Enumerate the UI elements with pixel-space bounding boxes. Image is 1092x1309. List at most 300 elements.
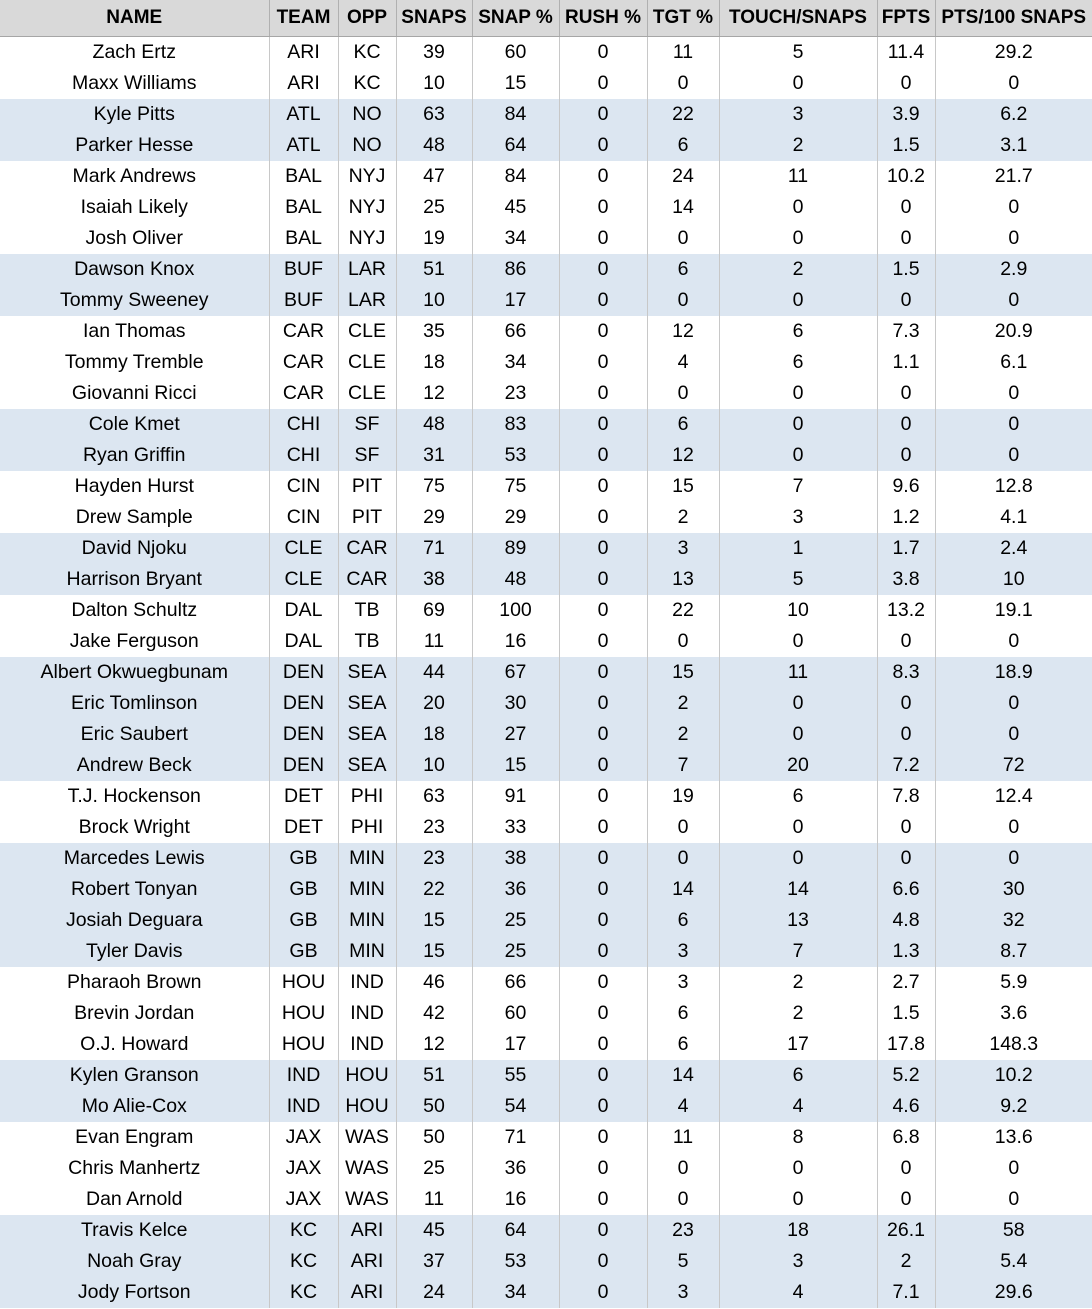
cell-name[interactable]: Jody Fortson (0, 1277, 269, 1308)
cell-name[interactable]: Harrison Bryant (0, 564, 269, 595)
cell-opp[interactable]: NYJ (338, 223, 396, 254)
cell-tgt-pct[interactable]: 15 (647, 657, 719, 688)
cell-snap-pct[interactable]: 64 (472, 130, 559, 161)
cell-rush-pct[interactable]: 0 (559, 130, 647, 161)
cell-team[interactable]: CIN (269, 471, 338, 502)
cell-name[interactable]: Robert Tonyan (0, 874, 269, 905)
cell-touch-snaps[interactable]: 6 (719, 781, 877, 812)
cell-rush-pct[interactable]: 0 (559, 657, 647, 688)
cell-pts-per-100-snaps[interactable]: 29.6 (935, 1277, 1092, 1308)
cell-fpts[interactable]: 0 (877, 223, 935, 254)
cell-snaps[interactable]: 48 (396, 409, 472, 440)
cell-fpts[interactable]: 1.3 (877, 936, 935, 967)
cell-pts-per-100-snaps[interactable]: 0 (935, 223, 1092, 254)
cell-fpts[interactable]: 0 (877, 719, 935, 750)
cell-team[interactable]: DEN (269, 750, 338, 781)
cell-opp[interactable]: PHI (338, 812, 396, 843)
cell-tgt-pct[interactable]: 4 (647, 1091, 719, 1122)
cell-name[interactable]: Tommy Sweeney (0, 285, 269, 316)
cell-tgt-pct[interactable]: 6 (647, 1029, 719, 1060)
cell-pts-per-100-snaps[interactable]: 3.6 (935, 998, 1092, 1029)
cell-opp[interactable]: TB (338, 595, 396, 626)
cell-snaps[interactable]: 15 (396, 936, 472, 967)
cell-team[interactable]: HOU (269, 967, 338, 998)
cell-fpts[interactable]: 11.4 (877, 37, 935, 69)
cell-snaps[interactable]: 22 (396, 874, 472, 905)
cell-rush-pct[interactable]: 0 (559, 750, 647, 781)
cell-name[interactable]: Travis Kelce (0, 1215, 269, 1246)
cell-opp[interactable]: TB (338, 626, 396, 657)
cell-snap-pct[interactable]: 38 (472, 843, 559, 874)
cell-opp[interactable]: CAR (338, 533, 396, 564)
cell-rush-pct[interactable]: 0 (559, 99, 647, 130)
cell-rush-pct[interactable]: 0 (559, 626, 647, 657)
cell-snap-pct[interactable]: 15 (472, 750, 559, 781)
cell-fpts[interactable]: 0 (877, 1184, 935, 1215)
cell-touch-snaps[interactable]: 0 (719, 812, 877, 843)
cell-team[interactable]: DEN (269, 657, 338, 688)
cell-opp[interactable]: NO (338, 130, 396, 161)
cell-name[interactable]: Eric Saubert (0, 719, 269, 750)
cell-tgt-pct[interactable]: 12 (647, 440, 719, 471)
cell-fpts[interactable]: 6.6 (877, 874, 935, 905)
cell-opp[interactable]: KC (338, 37, 396, 69)
cell-snap-pct[interactable]: 89 (472, 533, 559, 564)
cell-tgt-pct[interactable]: 14 (647, 192, 719, 223)
cell-pts-per-100-snaps[interactable]: 0 (935, 1153, 1092, 1184)
cell-fpts[interactable]: 7.1 (877, 1277, 935, 1308)
cell-tgt-pct[interactable]: 2 (647, 688, 719, 719)
cell-team[interactable]: IND (269, 1060, 338, 1091)
cell-opp[interactable]: MIN (338, 843, 396, 874)
cell-snap-pct[interactable]: 16 (472, 626, 559, 657)
cell-tgt-pct[interactable]: 15 (647, 471, 719, 502)
cell-rush-pct[interactable]: 0 (559, 471, 647, 502)
cell-snap-pct[interactable]: 60 (472, 998, 559, 1029)
cell-team[interactable]: GB (269, 874, 338, 905)
cell-rush-pct[interactable]: 0 (559, 1091, 647, 1122)
cell-name[interactable]: Pharaoh Brown (67, 971, 202, 993)
cell-tgt-pct[interactable]: 0 (647, 843, 719, 874)
cell-opp[interactable]: PHI (338, 781, 396, 812)
cell-fpts[interactable]: 0 (877, 192, 935, 223)
cell-fpts[interactable]: 13.2 (877, 595, 935, 626)
cell-tgt-pct[interactable]: 4 (647, 347, 719, 378)
cell-fpts[interactable]: 0 (877, 688, 935, 719)
cell-name[interactable]: Albert Okwuegbunam (0, 657, 269, 688)
cell-fpts[interactable]: 8.3 (877, 657, 935, 688)
cell-touch-snaps[interactable]: 17 (719, 1029, 877, 1060)
cell-rush-pct[interactable]: 0 (559, 905, 647, 936)
cell-tgt-pct[interactable]: 22 (647, 595, 719, 626)
cell-snap-pct[interactable]: 91 (472, 781, 559, 812)
cell-pts-per-100-snaps[interactable]: 5.9 (935, 967, 1092, 998)
cell-touch-snaps[interactable]: 2 (719, 130, 877, 161)
column-header-name[interactable]: NAME (0, 0, 269, 37)
cell-opp[interactable]: HOU (338, 1091, 396, 1122)
cell-team[interactable]: BUF (269, 254, 338, 285)
cell-touch-snaps[interactable]: 14 (719, 874, 877, 905)
cell-team[interactable]: DEN (269, 688, 338, 719)
cell-touch-snaps[interactable]: 0 (719, 192, 877, 223)
cell-rush-pct[interactable]: 0 (559, 68, 647, 99)
cell-pts-per-100-snaps[interactable]: 58 (935, 1215, 1092, 1246)
cell-snaps[interactable]: 19 (396, 223, 472, 254)
cell-touch-snaps[interactable]: 10 (719, 595, 877, 626)
cell-opp[interactable]: PIT (338, 502, 396, 533)
cell-rush-pct[interactable]: 0 (559, 781, 647, 812)
cell-rush-pct[interactable]: 0 (559, 688, 647, 719)
cell-rush-pct[interactable]: 0 (559, 1246, 647, 1277)
cell-snap-pct[interactable]: 100 (472, 595, 559, 626)
cell-pts-per-100-snaps[interactable]: 2.4 (935, 533, 1092, 564)
cell-touch-snaps[interactable]: 11 (719, 161, 877, 192)
cell-fpts[interactable]: 7.3 (877, 316, 935, 347)
cell-opp[interactable]: HOU (338, 1060, 396, 1091)
cell-pts-per-100-snaps[interactable]: 32 (935, 905, 1092, 936)
cell-tgt-pct[interactable]: 6 (647, 254, 719, 285)
cell-fpts[interactable]: 0 (877, 626, 935, 657)
cell-tgt-pct[interactable]: 0 (647, 626, 719, 657)
cell-snaps[interactable]: 75 (396, 471, 472, 502)
cell-touch-snaps[interactable]: 3 (719, 502, 877, 533)
cell-tgt-pct[interactable]: 3 (647, 936, 719, 967)
cell-pts-per-100-snaps[interactable]: 19.1 (935, 595, 1092, 626)
cell-tgt-pct[interactable]: 2 (647, 719, 719, 750)
cell-rush-pct[interactable]: 0 (559, 533, 647, 564)
cell-tgt-pct[interactable]: 5 (647, 1246, 719, 1277)
cell-team[interactable]: KC (269, 1246, 338, 1277)
cell-tgt-pct[interactable]: 3 (647, 967, 719, 998)
cell-team[interactable]: CIN (269, 502, 338, 533)
cell-snaps[interactable]: 29 (396, 502, 472, 533)
cell-snap-pct[interactable]: 36 (472, 1153, 559, 1184)
cell-snaps[interactable]: 39 (396, 37, 472, 69)
cell-snaps[interactable]: 25 (396, 1153, 472, 1184)
cell-opp[interactable]: WAS (338, 1122, 396, 1153)
cell-snap-pct[interactable]: 53 (472, 440, 559, 471)
cell-snap-pct[interactable]: 67 (472, 657, 559, 688)
cell-touch-snaps[interactable]: 0 (719, 1153, 877, 1184)
cell-fpts[interactable]: 0 (877, 409, 935, 440)
cell-opp[interactable]: CLE (338, 347, 396, 378)
cell-team[interactable]: HOU (269, 1029, 338, 1060)
cell-pts-per-100-snaps[interactable]: 0 (935, 626, 1092, 657)
cell-snaps[interactable]: 48 (396, 130, 472, 161)
cell-team[interactable]: JAX (269, 1153, 338, 1184)
cell-tgt-pct[interactable]: 0 (647, 812, 719, 843)
cell-fpts[interactable]: 1.1 (877, 347, 935, 378)
cell-team[interactable]: BAL (269, 161, 338, 192)
cell-tgt-pct[interactable]: 6 (647, 130, 719, 161)
cell-name[interactable]: Kyle Pitts (0, 99, 269, 130)
cell-rush-pct[interactable]: 0 (559, 502, 647, 533)
cell-rush-pct[interactable]: 0 (559, 378, 647, 409)
cell-pts-per-100-snaps[interactable]: 18.9 (935, 657, 1092, 688)
cell-fpts[interactable]: 1.7 (877, 533, 935, 564)
cell-pts-per-100-snaps[interactable]: 8.7 (935, 936, 1092, 967)
cell-rush-pct[interactable]: 0 (559, 440, 647, 471)
cell-team[interactable]: ATL (269, 130, 338, 161)
cell-opp[interactable]: PIT (338, 471, 396, 502)
cell-snaps[interactable]: 18 (396, 347, 472, 378)
cell-fpts[interactable]: 2.7 (877, 967, 935, 998)
cell-snap-pct[interactable]: 29 (472, 502, 559, 533)
cell-snaps[interactable]: 37 (396, 1246, 472, 1277)
cell-snaps[interactable]: 25 (396, 192, 472, 223)
cell-pts-per-100-snaps[interactable]: 21.7 (935, 161, 1092, 192)
cell-team[interactable]: DEN (269, 719, 338, 750)
cell-touch-snaps[interactable]: 0 (719, 719, 877, 750)
cell-name[interactable]: Dalton Schultz (71, 599, 198, 621)
cell-fpts[interactable]: 3.8 (877, 564, 935, 595)
cell-tgt-pct[interactable]: 24 (647, 161, 719, 192)
cell-rush-pct[interactable]: 0 (559, 967, 647, 998)
cell-team[interactable]: BAL (269, 223, 338, 254)
cell-opp[interactable]: MIN (338, 874, 396, 905)
cell-snap-pct[interactable]: 75 (472, 471, 559, 502)
cell-name[interactable]: T.J. Hockenson (67, 785, 201, 807)
cell-snaps[interactable]: 45 (396, 1215, 472, 1246)
cell-touch-snaps[interactable]: 5 (719, 37, 877, 69)
cell-touch-snaps[interactable]: 2 (719, 254, 877, 285)
cell-rush-pct[interactable]: 0 (559, 37, 647, 69)
cell-name[interactable]: Mark Andrews (72, 165, 197, 187)
cell-pts-per-100-snaps[interactable]: 0 (935, 1184, 1092, 1215)
cell-touch-snaps[interactable]: 0 (719, 378, 877, 409)
cell-fpts[interactable]: 1.5 (877, 998, 935, 1029)
cell-snaps[interactable]: 38 (396, 564, 472, 595)
cell-name[interactable]: Brock Wright (78, 816, 190, 838)
cell-fpts[interactable]: 9.6 (877, 471, 935, 502)
cell-opp[interactable]: LAR (338, 285, 396, 316)
cell-rush-pct[interactable]: 0 (559, 1122, 647, 1153)
cell-team[interactable]: CAR (269, 378, 338, 409)
cell-opp[interactable]: IND (338, 998, 396, 1029)
cell-tgt-pct[interactable]: 0 (647, 1184, 719, 1215)
cell-team[interactable]: CAR (269, 347, 338, 378)
cell-team[interactable]: BAL (269, 192, 338, 223)
cell-fpts[interactable]: 7.8 (877, 781, 935, 812)
cell-rush-pct[interactable]: 0 (559, 285, 647, 316)
cell-touch-snaps[interactable]: 0 (719, 409, 877, 440)
cell-pts-per-100-snaps[interactable]: 0 (935, 68, 1092, 99)
cell-opp[interactable]: SF (338, 440, 396, 471)
column-header-snaps[interactable]: SNAPS (396, 0, 472, 37)
cell-fpts[interactable]: 0 (877, 68, 935, 99)
cell-opp[interactable]: ARI (338, 1215, 396, 1246)
cell-rush-pct[interactable]: 0 (559, 409, 647, 440)
cell-opp[interactable]: WAS (338, 1153, 396, 1184)
cell-fpts[interactable]: 6.8 (877, 1122, 935, 1153)
cell-tgt-pct[interactable]: 14 (647, 1060, 719, 1091)
cell-name[interactable]: Brevin Jordan (74, 1002, 195, 1024)
cell-touch-snaps[interactable]: 7 (719, 936, 877, 967)
cell-opp[interactable]: ARI (338, 1277, 396, 1308)
cell-rush-pct[interactable]: 0 (559, 1029, 647, 1060)
cell-snaps[interactable]: 10 (396, 68, 472, 99)
cell-pts-per-100-snaps[interactable]: 72 (935, 750, 1092, 781)
cell-touch-snaps[interactable]: 6 (719, 347, 877, 378)
cell-name[interactable]: Hayden Hurst (74, 475, 194, 497)
cell-rush-pct[interactable]: 0 (559, 254, 647, 285)
column-header-touch-snaps[interactable]: TOUCH/SNAPS (719, 0, 877, 37)
cell-fpts[interactable]: 5.2 (877, 1060, 935, 1091)
cell-team[interactable]: ATL (269, 99, 338, 130)
cell-opp[interactable]: CAR (338, 564, 396, 595)
cell-rush-pct[interactable]: 0 (559, 1184, 647, 1215)
cell-tgt-pct[interactable]: 19 (647, 781, 719, 812)
cell-touch-snaps[interactable]: 3 (719, 1246, 877, 1277)
cell-team[interactable]: GB (269, 905, 338, 936)
cell-team[interactable]: DET (269, 781, 338, 812)
cell-pts-per-100-snaps[interactable]: 12.4 (935, 781, 1092, 812)
cell-snaps[interactable]: 12 (396, 1029, 472, 1060)
cell-snap-pct[interactable]: 17 (472, 285, 559, 316)
cell-rush-pct[interactable]: 0 (559, 316, 647, 347)
cell-pts-per-100-snaps[interactable]: 9.2 (935, 1091, 1092, 1122)
cell-pts-per-100-snaps[interactable]: 20.9 (935, 316, 1092, 347)
cell-team[interactable]: DAL (269, 626, 338, 657)
cell-pts-per-100-snaps[interactable]: 0 (935, 285, 1092, 316)
cell-rush-pct[interactable]: 0 (559, 1215, 647, 1246)
cell-snaps[interactable]: 11 (396, 1184, 472, 1215)
cell-name[interactable]: Dawson Knox (0, 254, 269, 285)
cell-snap-pct[interactable]: 23 (472, 378, 559, 409)
cell-opp[interactable]: MIN (338, 905, 396, 936)
cell-fpts[interactable]: 4.6 (877, 1091, 935, 1122)
cell-name[interactable]: Mo Alie-Cox (0, 1091, 269, 1122)
cell-touch-snaps[interactable]: 0 (719, 68, 877, 99)
cell-rush-pct[interactable]: 0 (559, 595, 647, 626)
cell-name[interactable]: Zach Ertz (92, 41, 176, 63)
cell-rush-pct[interactable]: 0 (559, 1277, 647, 1308)
cell-touch-snaps[interactable]: 6 (719, 316, 877, 347)
cell-opp[interactable]: IND (338, 967, 396, 998)
cell-pts-per-100-snaps[interactable]: 148.3 (935, 1029, 1092, 1060)
cell-name[interactable]: Dan Arnold (86, 1188, 183, 1210)
cell-tgt-pct[interactable]: 0 (647, 1153, 719, 1184)
cell-name[interactable]: Tyler Davis (0, 936, 269, 967)
cell-snap-pct[interactable]: 48 (472, 564, 559, 595)
cell-team[interactable]: CHI (269, 409, 338, 440)
cell-tgt-pct[interactable]: 11 (647, 1122, 719, 1153)
cell-rush-pct[interactable]: 0 (559, 347, 647, 378)
cell-snap-pct[interactable]: 34 (472, 347, 559, 378)
cell-snap-pct[interactable]: 54 (472, 1091, 559, 1122)
cell-touch-snaps[interactable]: 2 (719, 967, 877, 998)
cell-name[interactable]: David Njoku (0, 533, 269, 564)
cell-fpts[interactable]: 10.2 (877, 161, 935, 192)
cell-opp[interactable]: CLE (338, 316, 396, 347)
cell-tgt-pct[interactable]: 6 (647, 905, 719, 936)
cell-opp[interactable]: SEA (338, 657, 396, 688)
cell-snaps[interactable]: 50 (396, 1091, 472, 1122)
cell-name[interactable]: Marcedes Lewis (0, 843, 269, 874)
cell-snap-pct[interactable]: 30 (472, 688, 559, 719)
cell-snap-pct[interactable]: 15 (472, 68, 559, 99)
cell-pts-per-100-snaps[interactable]: 0 (935, 440, 1092, 471)
cell-snaps[interactable]: 31 (396, 440, 472, 471)
cell-team[interactable]: GB (269, 936, 338, 967)
cell-pts-per-100-snaps[interactable]: 0 (935, 688, 1092, 719)
cell-snaps[interactable]: 63 (396, 781, 472, 812)
cell-name[interactable]: Noah Gray (0, 1246, 269, 1277)
cell-fpts[interactable]: 0 (877, 812, 935, 843)
cell-pts-per-100-snaps[interactable]: 29.2 (935, 37, 1092, 69)
cell-team[interactable]: DAL (269, 595, 338, 626)
cell-snaps[interactable]: 63 (396, 99, 472, 130)
cell-team[interactable]: CAR (269, 316, 338, 347)
cell-snaps[interactable]: 51 (396, 1060, 472, 1091)
cell-pts-per-100-snaps[interactable]: 0 (935, 812, 1092, 843)
cell-fpts[interactable]: 7.2 (877, 750, 935, 781)
cell-rush-pct[interactable]: 0 (559, 719, 647, 750)
cell-name[interactable]: Jake Ferguson (69, 630, 199, 652)
cell-rush-pct[interactable]: 0 (559, 874, 647, 905)
cell-rush-pct[interactable]: 0 (559, 192, 647, 223)
cell-snaps[interactable]: 24 (396, 1277, 472, 1308)
cell-snap-pct[interactable]: 25 (472, 905, 559, 936)
cell-fpts[interactable]: 2 (877, 1246, 935, 1277)
cell-opp[interactable]: WAS (338, 1184, 396, 1215)
cell-team[interactable]: ARI (269, 37, 338, 69)
cell-snaps[interactable]: 46 (396, 967, 472, 998)
cell-snap-pct[interactable]: 34 (472, 1277, 559, 1308)
cell-snap-pct[interactable]: 60 (472, 37, 559, 69)
cell-pts-per-100-snaps[interactable]: 5.4 (935, 1246, 1092, 1277)
cell-snap-pct[interactable]: 45 (472, 192, 559, 223)
cell-snaps[interactable]: 12 (396, 378, 472, 409)
cell-name[interactable]: Parker Hesse (0, 130, 269, 161)
cell-fpts[interactable]: 1.5 (877, 130, 935, 161)
cell-pts-per-100-snaps[interactable]: 0 (935, 719, 1092, 750)
cell-pts-per-100-snaps[interactable]: 3.1 (935, 130, 1092, 161)
cell-snap-pct[interactable]: 17 (472, 1029, 559, 1060)
cell-fpts[interactable]: 0 (877, 378, 935, 409)
cell-fpts[interactable]: 0 (877, 843, 935, 874)
cell-rush-pct[interactable]: 0 (559, 998, 647, 1029)
cell-snaps[interactable]: 10 (396, 285, 472, 316)
cell-snaps[interactable]: 71 (396, 533, 472, 564)
cell-rush-pct[interactable]: 0 (559, 843, 647, 874)
cell-pts-per-100-snaps[interactable]: 2.9 (935, 254, 1092, 285)
cell-tgt-pct[interactable]: 6 (647, 998, 719, 1029)
cell-touch-snaps[interactable]: 1 (719, 533, 877, 564)
cell-tgt-pct[interactable]: 0 (647, 378, 719, 409)
column-header-pts-per-100-snaps[interactable]: PTS/100 SNAPS (935, 0, 1092, 37)
cell-name[interactable]: Ian Thomas (82, 320, 186, 342)
cell-rush-pct[interactable]: 0 (559, 161, 647, 192)
cell-touch-snaps[interactable]: 11 (719, 657, 877, 688)
cell-name[interactable]: O.J. Howard (80, 1033, 189, 1055)
column-header-snap-pct[interactable]: SNAP % (472, 0, 559, 37)
cell-snaps[interactable]: 44 (396, 657, 472, 688)
cell-touch-snaps[interactable]: 0 (719, 626, 877, 657)
cell-tgt-pct[interactable]: 2 (647, 502, 719, 533)
cell-snaps[interactable]: 11 (396, 626, 472, 657)
cell-pts-per-100-snaps[interactable]: 0 (935, 192, 1092, 223)
cell-team[interactable]: HOU (269, 998, 338, 1029)
cell-snaps[interactable]: 35 (396, 316, 472, 347)
cell-tgt-pct[interactable]: 0 (647, 68, 719, 99)
cell-name[interactable]: Cole Kmet (0, 409, 269, 440)
cell-name[interactable]: Andrew Beck (0, 750, 269, 781)
cell-snaps[interactable]: 23 (396, 843, 472, 874)
cell-tgt-pct[interactable]: 11 (647, 37, 719, 69)
cell-name[interactable]: Giovanni Ricci (71, 382, 197, 404)
cell-snap-pct[interactable]: 83 (472, 409, 559, 440)
